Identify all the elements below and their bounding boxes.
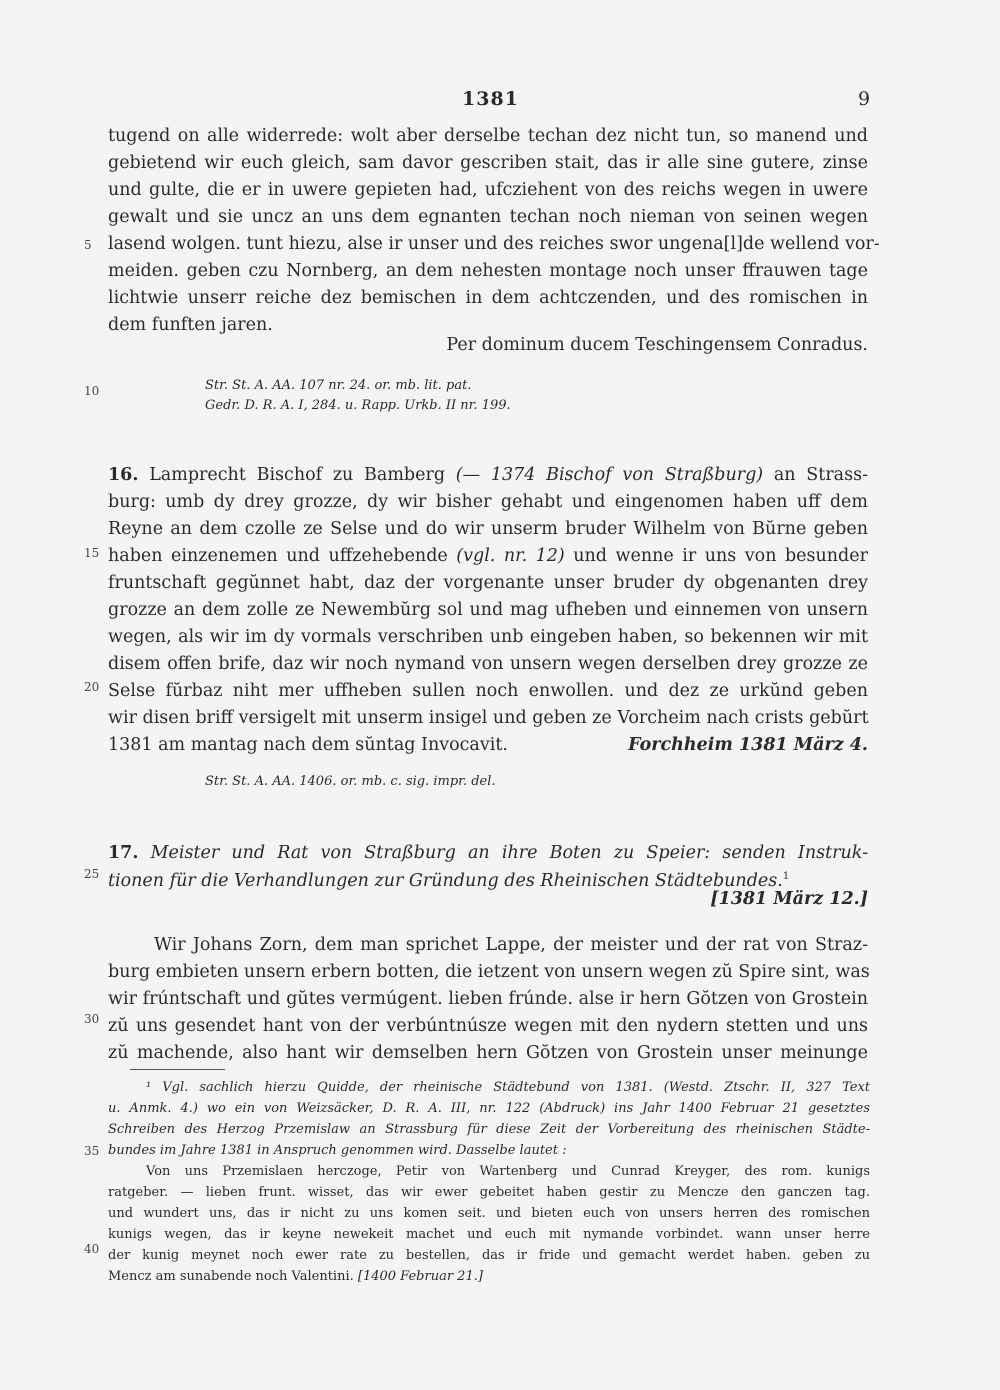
doc15-line: lasend wolgen. tunt hiezu, alse ir unser und des reiches swor ungena[l]de wellend vor- — [108, 234, 880, 254]
doc16-sender: Lamprecht Bischof zu Bamberg — [149, 465, 446, 485]
margin-line-number: 10 — [84, 384, 100, 398]
footnote-line: ¹ Vgl. sachlich hierzu Quidde, der rheinische Städtebund von 1381. (Westd. Ztschr. II, 327 Text — [146, 1080, 870, 1095]
doc15-last-line: dem funften jaren. — [108, 315, 273, 335]
footnote-rule — [130, 1069, 225, 1070]
margin-line-number: 25 — [84, 867, 100, 881]
doc15-signature: Per dominum ducem Teschingensem Conradus. — [446, 335, 868, 355]
doc17-line: wir frúntschaft und gŭtes vermúgent. lieben frúnde. alse ir hern Gŏtzen von Grostein — [108, 989, 868, 1009]
page-number: 9 — [858, 88, 871, 110]
doc16-cross-reference: (vgl. nr. 12) — [456, 546, 565, 566]
footnote-last-line: Mencz am sunabende noch Valentini. [1400 Februar 21.] — [108, 1269, 483, 1284]
doc15-source: Str. St. A. AA. 107 nr. 24. or. mb. lit. pat. — [205, 378, 472, 393]
footnote-marker: 1 — [782, 871, 790, 882]
footnote-line: der kunig meynet noch ewer rate zu bestellen, das ir fride und gemacht werdet haben. geben zu — [108, 1248, 870, 1263]
margin-line-number: 30 — [84, 1012, 100, 1026]
doc16-recipient: an Strass- — [773, 465, 868, 485]
doc16-line: Reyne an dem czolle ze Selse und do wir unserm bruder Wilhelm von Bŭrne geben — [108, 519, 868, 539]
doc16-line: wegen, als wir im dy vormals verschriben unb eingeben haben, so bekennen wir mit — [108, 627, 868, 647]
doc15-line: und gulte, die er in uwere gepieten had, ufcziehent von des reichs wegen in uwere — [108, 180, 868, 200]
doc15-print-reference: Gedr. D. R. A. I, 284. u. Rapp. Urkb. II nr. 199. — [205, 398, 511, 413]
margin-line-number: 5 — [84, 238, 92, 252]
doc17-line: burg embieten unsern erbern botten, die ietzent von unsern wegen zŭ Spire sint, was — [108, 962, 870, 982]
footnote-line: und wundert uns, das ir nicht zu uns komen seit. und bieten euch von unsers herren des romischen — [108, 1206, 870, 1221]
doc17-heading-cont: tionen für die Verhandlungen zur Gründung des Rheinischen Städtebundes.$^1$ — [108, 870, 790, 891]
doc17-heading: 17. Meister und Rat von Straßburg an ihre Boten zu Speier: senden Instruk- — [108, 843, 868, 863]
page-header — [0, 88, 1000, 118]
doc15-line: gebietend wir euch gleich, sam davor gescriben stait, das ir alle sine gutere, zinse — [108, 153, 868, 173]
doc16-dating: Forchheim 1381 März 4. — [628, 735, 868, 755]
doc16-sender-note: (— 1374 Bischof von Straßburg) — [455, 465, 764, 485]
doc16-line: burg: umb dy drey grozze, dy wir bisher gehabt und eingenomen haben uff dem — [108, 492, 868, 512]
doc16-line: haben einzenemen und uffzehebende (vgl. nr. 12) und wenne ir uns von besunder — [108, 546, 868, 566]
footnote-line: bundes im Jahre 1381 in Anspruch genommen wird. Dasselbe lautet : — [108, 1143, 567, 1158]
doc15-line: tugend on alle widerrede: wolt aber derselbe techan dez nicht tun, so manend und — [108, 126, 868, 146]
footnote-line: ratgeber. — lieben frunt. wisset, das wir ewer gebeitet haben gestir zu Mencze den ganczen tag. — [108, 1185, 870, 1200]
doc16-line: grozze an dem zolle ze Newembŭrg sol und mag ufheben und einnemen von unsern — [108, 600, 868, 620]
footnote-line: u. Anmk. 4.) wo ein von Weizsäcker, D. R. A. III, nr. 122 (Abdruck) ins Jahr 1400 Februar 21 gesetztes — [108, 1101, 870, 1116]
doc16-line: wir disen briff versigelt mit unserm insigel und geben ze Vorcheim nach crists gebŭrt — [108, 708, 869, 728]
doc17-number: 17. — [108, 843, 139, 863]
doc17-line: Wir Johans Zorn, dem man sprichet Lappe, der meister und der rat von Straz- — [154, 935, 868, 955]
footnote-line: Schreiben des Herzog Przemislaw an Strassburg für diese Zeit der Vorbereitung des rheinischen Städte- — [108, 1122, 870, 1137]
doc17-line: zŭ machende, also hant wir demselben hern Gŏtzen von Grostein unser meinunge — [108, 1043, 868, 1063]
doc17-line: zŭ uns gesendet hant von der verbúntnúsze wegen mit den nydern stetten und uns — [108, 1016, 868, 1036]
footnote-line: kunigs wegen, das ir keyne newekeit machet und euch mit nymande vorbindet. wann unser herre — [108, 1227, 870, 1242]
doc16-line: Selse fŭrbaz niht mer uffheben sullen noch enwollen. und dez ze urkŭnd geben — [108, 681, 868, 701]
doc16-heading-line — [108, 462, 868, 488]
page-year: 1381 — [462, 88, 519, 110]
margin-line-number: 35 — [84, 1144, 100, 1158]
doc16-source: Str. St. A. AA. 1406. or. mb. c. sig. impr. del. — [205, 774, 496, 789]
margin-line-number: 15 — [84, 546, 100, 560]
doc16-number: 16. — [108, 465, 139, 485]
footnote-line: Von uns Przemislaen herczoge, Petir von Wartenberg und Cunrad Kreyger, des rom. kunigs — [146, 1164, 870, 1179]
doc16-line: disem offen brife, daz wir noch nymand von unsern wegen derselben drey grozze ze — [108, 654, 868, 674]
doc15-line: gewalt und sie uncz an uns dem egnanten techan noch nieman von seinen wegen — [108, 207, 868, 227]
doc15-line: meiden. geben czu Nornberg, an dem nehesten montage noch unser ffrauwen tage — [108, 261, 868, 281]
doc17-dating: [1381 März 12.] — [710, 889, 868, 909]
doc16-last-line: 1381 am mantag nach dem sŭntag Invocavit. Forchheim 1381 März 4. — [108, 732, 868, 758]
margin-line-number: 20 — [84, 680, 100, 694]
footnote-dating: [1400 Februar 21.] — [357, 1269, 483, 1284]
doc16-line: fruntschaft gegŭnnet habt, daz der vorgenante unser bruder dy obgenanten drey — [108, 573, 868, 593]
margin-line-number: 40 — [84, 1242, 100, 1256]
doc15-line: lichtwie unserr reiche dez bemischen in dem achtczenden, und des romischen in — [108, 288, 868, 308]
